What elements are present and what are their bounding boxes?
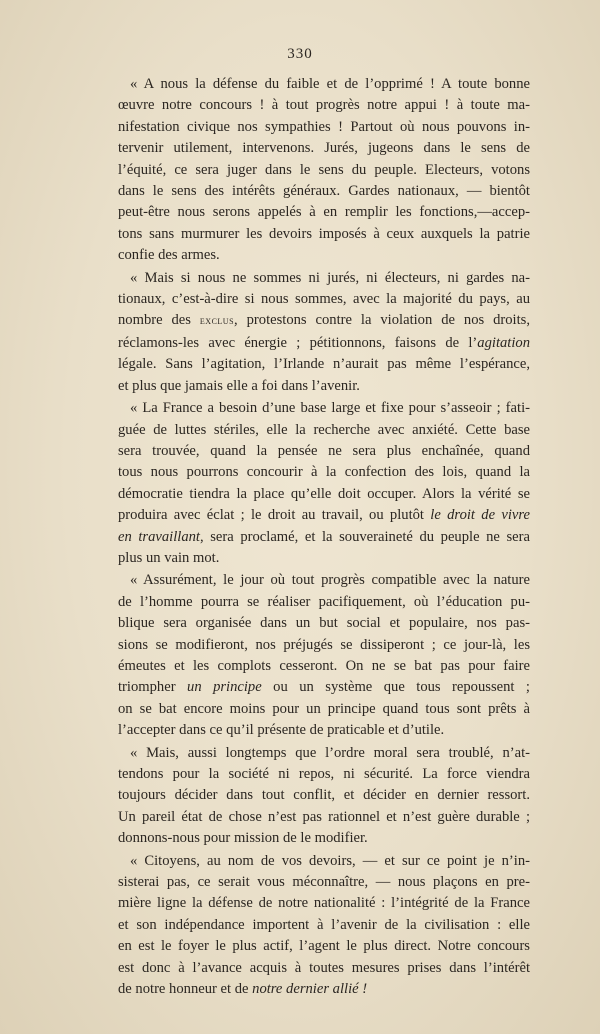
italic-text: en travaillant (118, 528, 200, 545)
text-line (118, 785, 530, 806)
text-segment: tionaux, c’est-à-dire si nous sommes, avec la majorité du pays, au (118, 291, 530, 308)
text-segment: et son indépendance importent à l’avenir de la civilisation : elle (118, 916, 530, 933)
text-line (118, 95, 530, 116)
text-segment: tendons pour la société ni repos, ni sécurité. La force viendra (118, 766, 530, 782)
text-segment: de notre honneur et de (118, 981, 253, 998)
text-segment: « Mais si nous ne sommes ni jurés, ni électeurs, ni gardes na- (130, 269, 530, 286)
text-line (118, 462, 530, 483)
text-line (118, 505, 530, 526)
text-line (118, 354, 530, 375)
text-segment: ou un système que tous repoussent ; (261, 679, 530, 696)
text-segment: « Citoyens, au nom de vos devoirs, — et sur ce point je n’in- (130, 852, 530, 869)
text-line (118, 245, 530, 266)
small-caps-text: exclus (199, 315, 235, 328)
text-line (118, 851, 530, 872)
text-segment: sions se modifieront, nos préjugés se dissiperont ; ce jour-là, les (118, 636, 530, 653)
text-line (118, 743, 530, 764)
text-segment: dans le sens des intérêts généraux. Gardes nationaux, — bientôt (118, 183, 530, 200)
text-line (118, 936, 530, 957)
text-line (118, 979, 530, 1000)
text-line (118, 268, 530, 289)
text-segment: sera trouvée, quand la pensée ne sera plus enchaînée, quand (118, 442, 530, 459)
text-segment: œuvre notre concours ! à tout progrès notre appui ! à toute ma- (118, 97, 530, 114)
text-segment: produira avec éclat ; le droit au travail, ou plutôt (118, 507, 431, 524)
text-line (118, 915, 530, 936)
text-segment: triompher (118, 679, 188, 696)
text-segment: , sera proclamé, et la souveraineté du peuple ne sera (200, 528, 530, 545)
text-segment: tons sans murmurer les devoirs imposés à ceux auxquels la patrie (118, 225, 530, 242)
text-segment: mière ligne la défense de notre nationalité : l’intégrité de la France (118, 895, 530, 912)
text-segment: démocratie tiendra la place qu’elle doit occuper. Alors la vérité se (118, 485, 530, 502)
text-segment: de l’homme pourra se réaliser pacifiquement, où l’éducation pu- (118, 593, 530, 610)
text-segment: guée de luttes stériles, elle la recherche avec anxiété. Cette base (118, 421, 530, 438)
text-segment: peut-être nous serons appelés à en remplir les fonctions,—accep- (118, 204, 530, 221)
text-segment: et plus que jamais elle a foi dans l’avenir. (118, 377, 360, 394)
text-line (118, 613, 530, 634)
page-number: 330 (287, 46, 313, 62)
text-line (118, 720, 530, 741)
paragraph (118, 851, 530, 1001)
text-line (118, 872, 530, 893)
text-line (118, 807, 530, 828)
text-line (118, 420, 530, 441)
text-segment: toujours décider dans tout conflit, et décider en dernier ressort. (118, 787, 530, 804)
text-segment: « Assurément, le jour où tout progrès compatible avec la nature (130, 572, 530, 589)
text-line (118, 117, 530, 138)
text-segment: « A nous la défense du faible et de l’opprimé ! A toute bonne (130, 76, 530, 92)
paragraph (118, 570, 530, 741)
text-segment: est donc à l’avance acquis à toutes mesures prises dans l’intérêt (118, 959, 530, 976)
text-line (118, 441, 530, 462)
text-segment: « La France a besoin d’une base large et fixe pour s’asseoir ; fati- (130, 400, 530, 417)
text-segment: émeutes et les complots cesseront. On ne se bat pas pour faire (118, 657, 530, 674)
text-segment: en est le foyer le plus actif, l’agent le plus direct. Notre concours (118, 938, 530, 955)
text-line (118, 699, 530, 720)
text-segment: Un pareil état de chose n’est pas rationnel et n’est guère durable ; (118, 808, 530, 825)
text-line (118, 181, 530, 202)
text-line (118, 828, 530, 849)
text-segment: l’équité, ce sera juger dans le sens du peuple. Electeurs, votons (118, 161, 530, 178)
text-line (118, 333, 530, 354)
text-segment: « Mais, aussi longtemps que l’ordre moral sera troublé, n’at- (130, 744, 530, 761)
text-segment: on se bat encore moins pour un principe quand tous sont prêts à (118, 700, 530, 717)
text-line (118, 592, 530, 613)
text-line (118, 527, 530, 548)
text-line (118, 570, 530, 591)
text-line (118, 376, 530, 397)
italic-text: notre dernier allié ! (252, 981, 368, 998)
text-line (118, 548, 530, 569)
text-line (118, 635, 530, 656)
text-segment: sisterai pas, ce serait vous méconnaître, — nous plaçons en pre- (118, 874, 530, 891)
text-line (118, 398, 530, 419)
text-segment: légale. Sans l’agitation, l’Irlande n’aurait pas même l’espérance, (118, 356, 530, 373)
text-segment: blique sera organisée dans un but social et populaire, nos pas- (118, 615, 530, 632)
text-line (118, 310, 530, 332)
paragraph (118, 74, 530, 267)
text-segment: réclamons-les avec énergie ; pétitionnons, faisons de l’ (118, 334, 478, 351)
text-line (118, 160, 530, 181)
text-line (118, 893, 530, 914)
text-segment: confie des armes. (118, 247, 220, 264)
text-segment: nifestation civique nos sympathies ! Partout où nous pouvons in- (118, 118, 530, 135)
text-line (118, 224, 530, 245)
text-line (118, 764, 530, 785)
italic-text: un principe (187, 679, 262, 696)
text-line (118, 202, 530, 223)
paragraph (118, 398, 530, 569)
text-segment: l’accepter dans ce qu’il présente de praticable et d’utile. (118, 722, 445, 739)
text-segment: tous nous pourrons concourir à la confection des lois, quand la (118, 464, 530, 481)
paragraph (118, 268, 530, 397)
text-segment: donnons-nous pour mission de le modifier. (118, 830, 368, 847)
italic-text: le droit de vivre (430, 507, 530, 524)
text-line (118, 289, 530, 310)
body-text (118, 74, 530, 1001)
text-segment: nombre des (118, 312, 200, 329)
text-line (118, 74, 530, 95)
text-line (118, 484, 530, 505)
text-segment: plus un vain mot. (118, 549, 220, 566)
paragraph (118, 743, 530, 850)
text-segment: , protestons contre la violation de nos droits, (234, 312, 530, 329)
text-line (118, 138, 530, 159)
text-segment: tervenir utilement, intervenons. Jurés, jugeons dans le sens de (118, 140, 530, 157)
text-line (118, 958, 530, 979)
text-line (118, 656, 530, 677)
text-line (118, 677, 530, 698)
italic-text: agitation (477, 334, 530, 351)
